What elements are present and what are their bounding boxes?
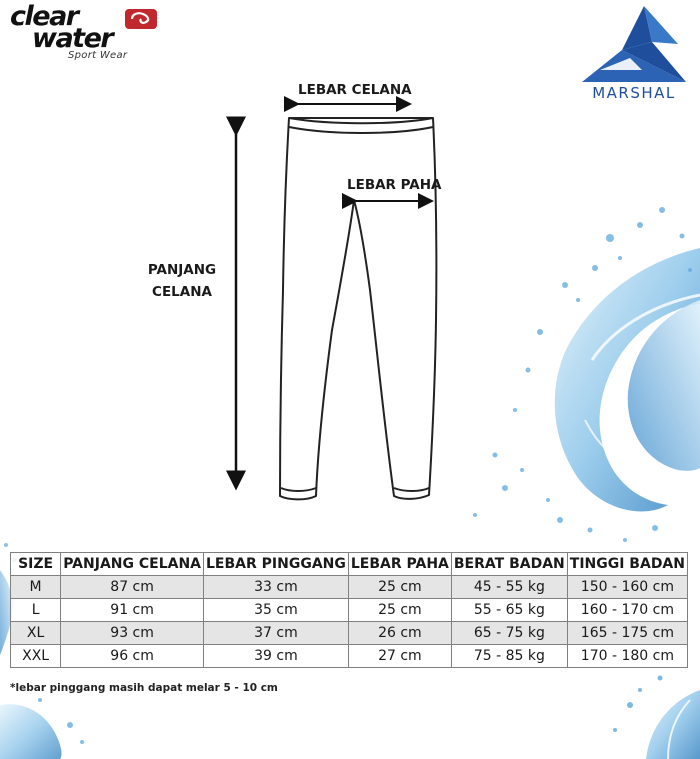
splash-bottom-right bbox=[613, 676, 700, 759]
cell-thigh: 25 cm bbox=[348, 599, 451, 622]
cell-weight: 75 - 85 kg bbox=[451, 645, 567, 668]
header-waist: LEBAR PINGGANG bbox=[204, 553, 349, 576]
cell-size: L bbox=[11, 599, 61, 622]
table-row bbox=[11, 599, 688, 622]
cell-length: 96 cm bbox=[61, 645, 204, 668]
cell-thigh: 25 cm bbox=[348, 576, 451, 599]
header-height: TINGGI BADAN bbox=[567, 553, 687, 576]
thigh-width-label: LEBAR PAHA bbox=[347, 177, 442, 193]
splash-bottom-left bbox=[0, 698, 84, 759]
cell-height: 170 - 180 cm bbox=[567, 645, 687, 668]
cell-length: 93 cm bbox=[61, 622, 204, 645]
header-size: SIZE bbox=[11, 553, 61, 576]
cell-size: M bbox=[11, 576, 61, 599]
waist-width-label: LEBAR CELANA bbox=[298, 82, 412, 98]
cell-waist: 33 cm bbox=[204, 576, 349, 599]
cell-size: XL bbox=[11, 622, 61, 645]
brand-tagline: Sport Wear bbox=[68, 50, 128, 61]
footnote: *lebar pinggang masih dapat melar 5 - 10 cm bbox=[10, 682, 278, 694]
cell-waist: 35 cm bbox=[204, 599, 349, 622]
header-length: PANJANG CELANA bbox=[61, 553, 204, 576]
table-header-row bbox=[11, 553, 688, 576]
cell-height: 160 - 170 cm bbox=[567, 599, 687, 622]
brand-name-line1: clear bbox=[10, 1, 78, 32]
size-chart-table bbox=[10, 552, 688, 668]
cell-thigh: 26 cm bbox=[348, 622, 451, 645]
table-row bbox=[11, 645, 688, 668]
cell-waist: 37 cm bbox=[204, 622, 349, 645]
cell-height: 165 - 175 cm bbox=[567, 622, 687, 645]
cell-weight: 55 - 65 kg bbox=[451, 599, 567, 622]
cell-height: 150 - 160 cm bbox=[567, 576, 687, 599]
length-label-line2: CELANA bbox=[152, 284, 212, 300]
length-label-line1: PANJANG bbox=[147, 262, 217, 278]
partner-name: MARSHAL bbox=[592, 84, 676, 102]
cell-thigh: 27 cm bbox=[348, 645, 451, 668]
pants-outline bbox=[280, 118, 436, 499]
table-row bbox=[11, 576, 688, 599]
cell-waist: 39 cm bbox=[204, 645, 349, 668]
header-thigh: LEBAR PAHA bbox=[348, 553, 451, 576]
cell-weight: 65 - 75 kg bbox=[451, 622, 567, 645]
cell-length: 91 cm bbox=[61, 599, 204, 622]
cell-weight: 45 - 55 kg bbox=[451, 576, 567, 599]
header-weight: BERAT BADAN bbox=[451, 553, 567, 576]
cell-size: XXL bbox=[11, 645, 61, 668]
cell-length: 87 cm bbox=[61, 576, 204, 599]
table-row bbox=[11, 622, 688, 645]
brand-name-line2: water bbox=[32, 23, 113, 54]
